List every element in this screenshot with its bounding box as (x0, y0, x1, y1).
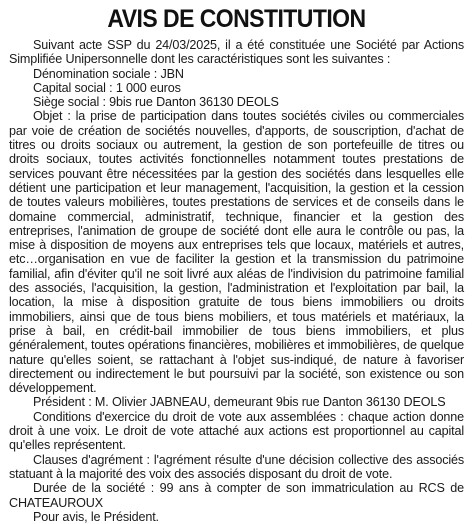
intro-paragraph: Suivant acte SSP du 24/03/2025, il a été constituée une Société par Actions Simplifiée Unipersonnelle dont les caractéristiques sont les suivantes : (9, 38, 464, 67)
notice-title: AVIS DE CONSTITUTION (107, 5, 366, 33)
approval-clauses-paragraph: Clauses d'agrément : l'agrément résulte d'une décision collective des associés statuant à la majorité des voix des associés disposant du droit de vote. (9, 452, 464, 481)
president-line: Président : M. Olivier JABNEAU, demeurant 9bis rue Danton 36130 DEOLS (33, 395, 446, 410)
share-capital-line: Capital social : 1 000 euros (33, 80, 181, 95)
voting-rights-paragraph: Conditions d'exercice du droit de vote aux assemblées : chaque action donne droit à une voix. Le droit de vote attaché aux actions est proportionnel au capital qu'elles représentent. (9, 409, 464, 453)
company-name-line: Dénomination sociale : JBN (33, 66, 184, 81)
company-duration-paragraph: Durée de la société : 99 ans à compter de son immatriculation au RCS de CHATEAUROUX (9, 481, 464, 510)
signature-line: Pour avis, le Président. (33, 509, 159, 524)
registered-office-line: Siège social : 9bis rue Danton 36130 DEOLS (33, 95, 279, 110)
corporate-purpose-paragraph: Objet : la prise de participation dans toutes sociétés civiles ou commerciales par voie de création de sociétés nouvelles, d'apports, de souscription, d'achat de titres ou droits sociaux ou autrement, la gestion de son portefeuille de titres ou droits sociaux, toutes activités fonctionnelles notamment toutes prestations de services pouvant être nécessitées par la gestion des sociétés dans lesquelles elle détient une participation et leur management, l'acquisition, la gestion et la cession de toutes valeurs mobilières, toutes prestations de services et de conseils dans le domaine commercial, administratif, technique, financier et la gestion des entreprises, l'animation de groupe de société dont elle aura le contrôle ou pas, la mise à disposition de moyens aux entreprises tels que locaux, matériels et autres, etc…organisation en vue de faciliter la gestion et la transmission du patrimoine familial, afin d'éviter qu'il ne soit livré aux aléas de l'indivision du patrimoine familial des associés, l'acquisition, la gestion, l'administration et l'exploitation par bail, la location, la mise à disposition gratuite de tous biens immobiliers ou droits immobiliers, ainsi que de tous biens mobiliers, et tous matériels et matériaux, la prise à bail, en crédit-bail immobilier de tous biens immobiliers, et plus généralement, toutes opérations financières, mobilières et immobilières, de quelque nature qu'elles soient, se rattachant à l'objet sus-indiqué, de nature à favoriser directement ou indirectement le but poursuivi par la société, son existence ou son développement. (9, 109, 464, 396)
